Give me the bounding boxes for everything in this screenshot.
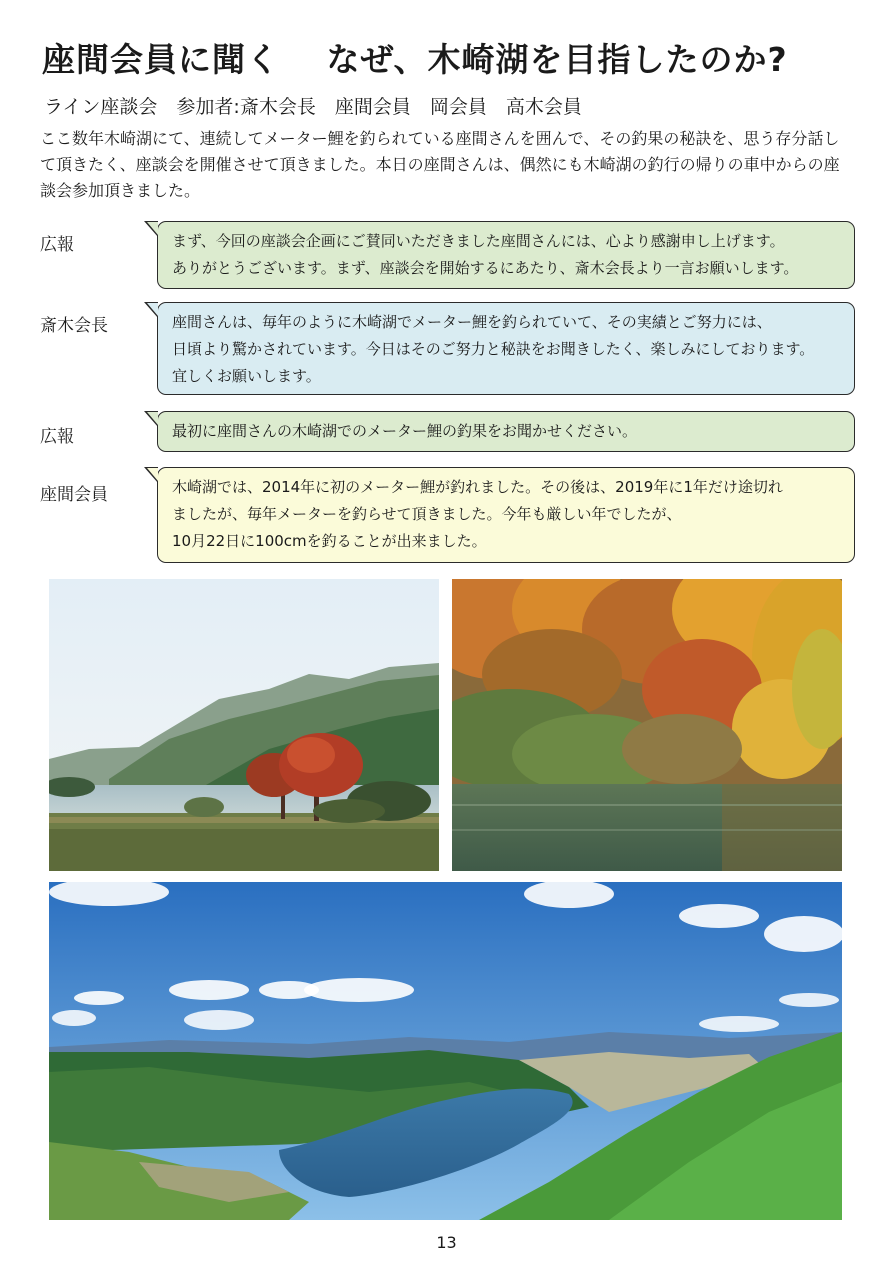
bubble-line: 日頃より驚かされています。今日はそのご努力と秘訣をお聞きしたく、楽しみにしております。 (172, 340, 815, 358)
speaker-label: 広報 (40, 235, 74, 255)
bubble-line: ありがとうございます。まず、座談会を開始するにあたり、斎木会長より一言お願いします。 (172, 259, 799, 277)
bubble-line: 10月22日に100cmを釣ることが出来ました。 (172, 532, 487, 550)
autumn-foliage-lake-photo (452, 579, 842, 871)
bubble-line: まず、今回の座談会企画にご賛同いただきました座間さんには、心より感謝申し上げます。 (172, 232, 785, 250)
speech-bubble (157, 411, 855, 452)
speaker-label: 斎木会長 (40, 316, 108, 336)
intro-paragraph: ここ数年木崎湖にて、連続してメーター鯉を釣られている座間さんを囲んで、その釣果の秘訣を、思う存分話して頂きたく、座談会を開催させて頂きました。本日の座間さんは、偶然にも木崎湖の釣行の帰りの車中からの座談会参加頂きました。 (40, 129, 840, 200)
page-number: 13 (436, 1233, 457, 1252)
bubble-line: 最初に座間さんの木崎湖でのメーター鯉の釣果をお聞かせください。 (172, 422, 638, 440)
lake-panorama-photo (49, 882, 842, 1220)
speech-bubble (157, 302, 855, 395)
bubble-line: 宜しくお願いします。 (172, 367, 321, 385)
speech-bubble (157, 467, 855, 563)
page-subtitle: ライン座談会 参加者:斎木会長 座間会員 岡会員 高木会員 (44, 96, 582, 118)
bubble-line: ましたが、毎年メーターを釣らせて頂きました。今年も厳しい年でしたが、 (172, 505, 682, 523)
lake-shore-red-tree-photo (49, 579, 439, 871)
bubble-line: 木崎湖では、2014年に初のメーター鯉が釣れました。その後は、2019年に1年だけ途切れ (172, 478, 783, 496)
speech-bubble (157, 221, 855, 289)
speaker-label: 広報 (40, 427, 74, 447)
speaker-label: 座間会員 (40, 485, 108, 505)
page-title: 座間会員に聞く なぜ、木崎湖を目指したのか? (42, 40, 788, 79)
bubble-line: 座間さんは、毎年のように木崎湖でメーター鯉を釣られていて、その実績とご努力には、 (172, 313, 772, 331)
